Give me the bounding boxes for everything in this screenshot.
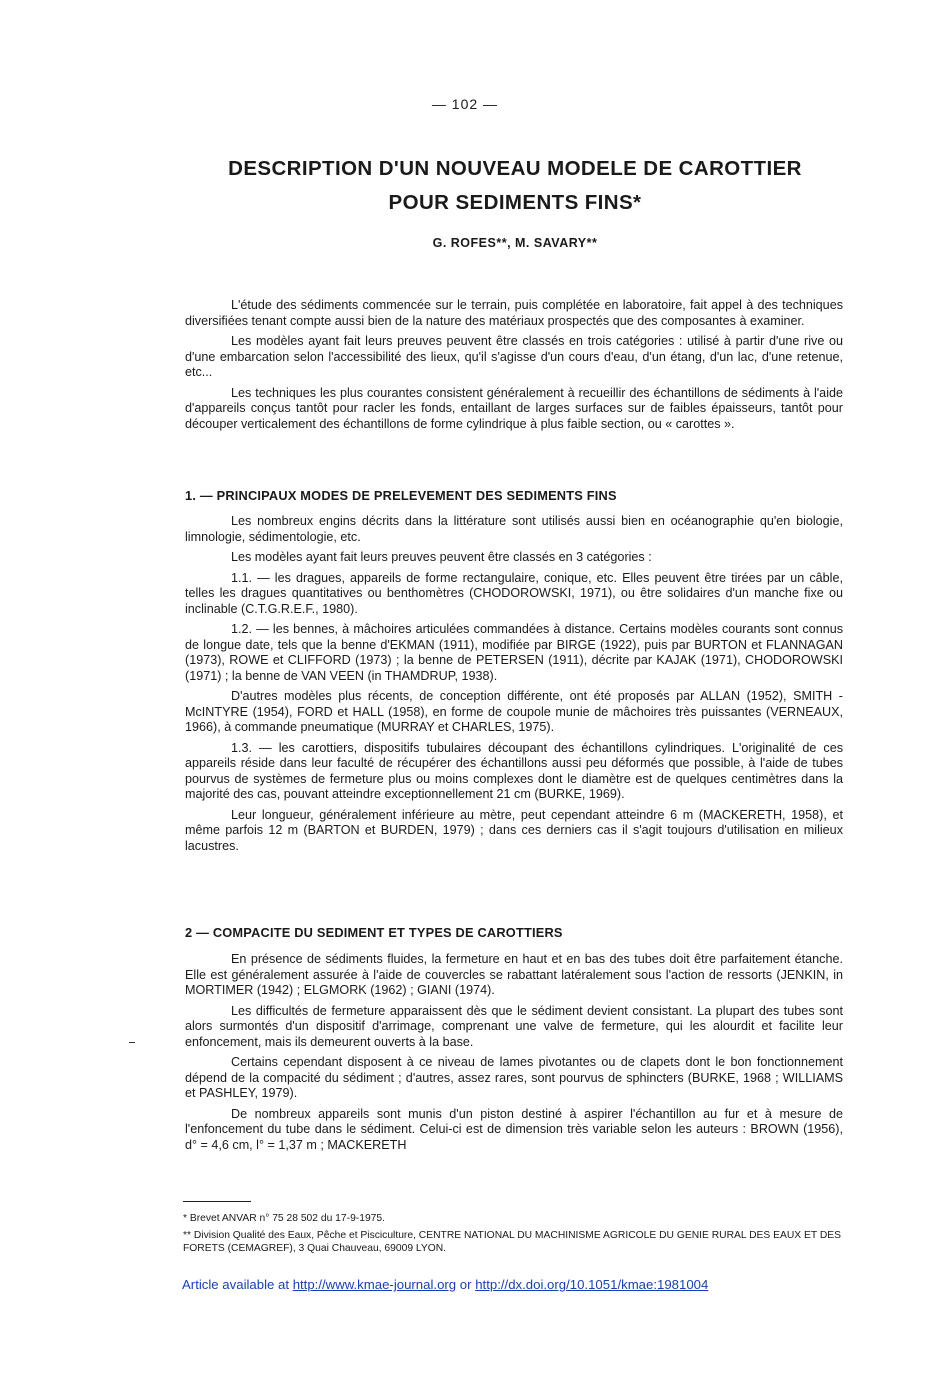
page-number: — 102 — <box>431 96 499 112</box>
title-line-1: DESCRIPTION D'UN NOUVEAU MODELE DE CAROTTIER <box>228 157 802 180</box>
article-title <box>150 152 880 220</box>
paragraph: De nombreux appareils sont munis d'un piston destiné à aspirer l'échantillon au fur et à mesure de l'enfoncement du tube dans le sédiment. Celui-ci est de dimension très variable selon les auteurs : BROWN (1956), d° = 4,6 cm, l° = 1,37 m ; MACKERETH <box>185 1106 843 1152</box>
paragraph: D'autres modèles plus récents, de conception différente, ont été proposés par ALLAN (1952), SMITH - McINTYRE (1954), FORD et HALL (1958), en forme de coupole munie de mâchoires très puissantes (VERNEAUX, 1966), à commande pneumatique (MURRAY et CHARLES, 1975). <box>185 689 843 734</box>
paragraph: 1.1. — les dragues, appareils de forme rectangulaire, conique, etc. Elles peuvent être tirées par un câble, telles les dragues quantitatives ou benthomètres (CHODOROWSKI, 1971), ou être solidaires d'un manche fixe ou inclinable (C.T.G.R.E.F., 1980). <box>185 570 843 616</box>
margin-mark <box>129 1042 135 1043</box>
paragraph: Certains cependant disposent à ce niveau de lames pivotantes ou de clapets dont le bon fonctionnement dépend de la compacité du sédiment ; d'autres, assez rares, sont pourvus de sphincters (BURKE, 1968 ; WILLIAMS et PASHLEY, 1979). <box>185 1055 843 1100</box>
paragraph: Les difficultés de fermeture apparaissent dès que le sédiment devient consistant. La plupart des tubes sont alors surmontés d'un dispositif d'arrimage, comprenant une valve de fermeture, qui les alourdit et facilite leur enfoncement, mais ils demeurent ouverts à la base. <box>185 1003 843 1049</box>
doi-link[interactable]: http://dx.doi.org/10.1051/kmae:1981004 <box>475 1277 709 1292</box>
section-2-heading: 2 — COMPACITE DU SEDIMENT ET TYPES DE CAROTTIERS <box>185 925 563 940</box>
paragraph: Les techniques les plus courantes consistent généralement à recueillir des échantillons de sédiments à l'aide d'appareils conçus tantôt pour racler les fonds, entaillant de larges surfaces sur de faibles épaisseurs, tantôt pour découper verticalement des échantillons de forme cylindrique à plus faible section, ou « carottes ». <box>185 385 843 431</box>
title-line-2: POUR SEDIMENTS FINS* <box>388 191 642 214</box>
paragraph: En présence de sédiments fluides, la fermeture en haut et en bas des tubes doit être parfaitement étanche. Elle est généralement assurée à l'aide de couvercles se rabattant latéralement sous l'action de ressorts (JENKIN, in MORTIMER (1942) ; ELGMORK (1962) ; GIANI (1974). <box>185 952 843 997</box>
paragraph: Les modèles ayant fait leurs preuves peuvent être classés en 3 catégories : <box>231 550 652 564</box>
intro-section <box>185 298 843 437</box>
section-1-body <box>185 514 843 859</box>
footnote: ** Division Qualité des Eaux, Pêche et Pisciculture, CENTRE NATIONAL DU MACHINISME AGRICOLE DU GENIE RURAL DES EAUX ET DES FORETS (CEMAGREF), 3 Quai Chauveau, 69009 LYON. <box>183 1230 842 1254</box>
paragraph: L'étude des sédiments commencée sur le terrain, puis complétée en laboratoire, fait appel à des techniques diversifiées tenant compte aussi bien de la nature des matériaux prospectés que des composantes à examiner. <box>185 298 843 328</box>
footnote-rule <box>183 1201 251 1202</box>
paragraph: 1.3. — les carottiers, dispositifs tubulaires découpant des échantillons cylindriques. L'originalité de ces appareils réside dans leur faculté de récupérer des échantillons aussi peu déformés que possible, à l'aide de tubes pourvus de systèmes de fermeture plus ou moins complexes dont le diamètre est de quelques centimètres dans la majorité des cas, pouvant atteindre exceptionnellement 21 cm (BURKE, 1969). <box>185 740 843 801</box>
paragraph: Les nombreux engins décrits dans la littérature sont utilisés aussi bien en océanographie qu'en biologie, limnologie, sédimentologie, etc. <box>185 514 843 544</box>
availability-middle: or <box>456 1277 476 1292</box>
authors: G. ROFES**, M. SAVARY** <box>432 236 598 250</box>
footnote: * Brevet ANVAR n° 75 28 502 du 17-9-1975. <box>183 1213 385 1224</box>
article-availability-line <box>182 1277 708 1292</box>
paragraph: Leur longueur, généralement inférieure au mètre, peut cependant atteindre 6 m (MACKERETH, 1958), et même parfois 12 m (BARTON et BURDEN, 1979) ; dans ces derniers cas il s'agit toujours d'utilisation en milieux lacustres. <box>185 807 843 853</box>
journal-link[interactable]: http://www.kmae-journal.org <box>292 1277 457 1292</box>
paragraph: 1.2. — les bennes, à mâchoires articulées commandées à distance. Certains modèles courants sont connus de longue date, tels que la benne d'EKMAN (1911), modifiée par BIRGE (1922), puis par BURTON et FLANNAGAN (1973), ROWE et CLIFFORD (1973) ; la benne de PETERSEN (1911), décrite par KAJAK (1971), CHODOROWSKI (1971) ; la benne de VAN VEEN (in THAMDRUP, 1938). <box>185 622 843 683</box>
footnotes <box>183 1212 843 1259</box>
section-2-body <box>185 952 843 1158</box>
availability-prefix: Article available at <box>182 1277 293 1292</box>
section-1-heading: 1. — PRINCIPAUX MODES DE PRELEVEMENT DES SEDIMENTS FINS <box>185 488 617 503</box>
paragraph: Les modèles ayant fait leurs preuves peuvent être classés en trois catégories : utilisé à partir d'une rive ou d'une embarcation selon l'accessibilité des lieux, qu'il s'agisse d'un cours d'eau, d'un étang, d'un lac, d'une retenue, etc... <box>185 334 843 379</box>
